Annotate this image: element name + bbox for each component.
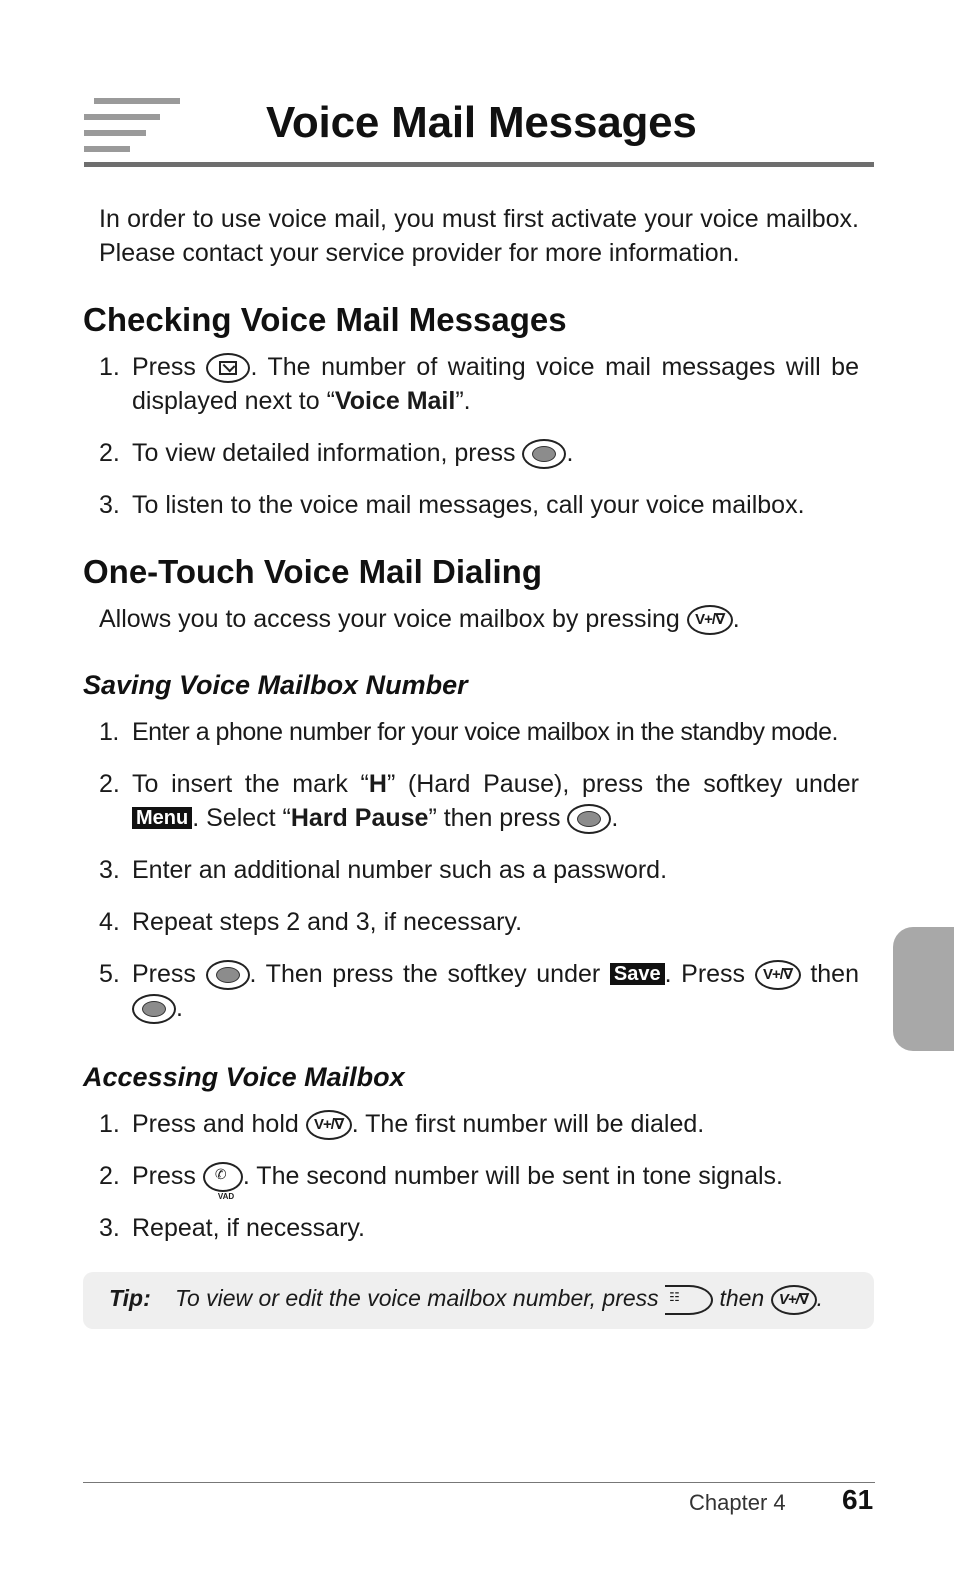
list-item: 3. To listen to the voice mail messages, call your voice mailbox.: [99, 491, 805, 519]
title-rule: [84, 162, 874, 167]
list-item: 3. Enter an additional number such as a password.: [99, 856, 668, 884]
one-touch-lead: Allows you to access your voice mailbox by pressing V+/∇ .: [99, 602, 859, 636]
list-item: 5. Press . Then press the softkey under Save . Press V+/∇ then .: [99, 957, 859, 1025]
voicemail-key-icon: V+/∇: [306, 1110, 352, 1140]
section-heading-checking: Checking Voice Mail Messages: [83, 301, 567, 338]
send-key-icon: ✆ VAD: [203, 1162, 243, 1192]
subheading-accessing: Accessing Voice Mailbox: [83, 1062, 405, 1092]
ok-key-icon: [567, 804, 611, 834]
title-decoration: [84, 98, 180, 156]
list-item: 1. Press and hold V+/∇ . The first number will be dialed.: [99, 1107, 859, 1141]
ok-key-icon: [132, 994, 176, 1024]
save-softkey-label: Save: [610, 963, 665, 985]
intro-paragraph: In order to use voice mail, you must first activate your voice mailbox. Please contact your service provider for more information.: [99, 205, 859, 267]
list-item: 3. Repeat, if necessary.: [99, 1214, 365, 1242]
footer-rule: [83, 1482, 875, 1483]
section-heading-one-touch: One-Touch Voice Mail Dialing: [83, 553, 542, 590]
phonebook-key-icon: ☷: [665, 1285, 713, 1315]
menu-softkey-label: Menu: [132, 807, 192, 829]
subheading-saving: Saving Voice Mailbox Number: [83, 670, 468, 700]
tip-box: [83, 1272, 874, 1329]
page-title: Voice Mail Messages: [266, 98, 697, 147]
list-item: 4. Repeat steps 2 and 3, if necessary.: [99, 908, 523, 936]
voicemail-key-icon: V+/∇: [771, 1285, 817, 1315]
list-item: 1. Press . The number of waiting voice mail messages will be displayed next to “Voice Mail”.: [99, 353, 859, 415]
accessing-steps: [99, 1107, 859, 1245]
checking-steps: [99, 350, 859, 522]
page-number: 61: [842, 1484, 874, 1515]
ok-key-icon: [522, 439, 566, 469]
mail-key-icon: [206, 353, 250, 383]
tip-label: Tip:: [109, 1285, 151, 1311]
chapter-thumb-tab: [893, 927, 954, 1051]
voicemail-key-icon: V+/∇: [755, 960, 801, 990]
list-item: 1. Enter a phone number for your voice mailbox in the standby mode.: [99, 718, 838, 746]
saving-steps: [99, 715, 859, 1025]
list-item: 2. To insert the mark “H” (Hard Pause), press the softkey under Menu . Select “Hard Pause” then press .: [99, 767, 859, 835]
list-item: 2. To view detailed information, press .: [99, 436, 859, 470]
list-item: 2. Press ✆ VAD . The second number will be sent in tone signals.: [99, 1162, 783, 1202]
voicemail-key-icon: V+/∇: [687, 605, 733, 635]
tip-text: To view or edit the voice mailbox number, press ☷ then V+/∇ .: [175, 1285, 823, 1312]
footer-chapter: Chapter 4: [689, 1490, 786, 1515]
ok-key-icon: [206, 960, 250, 990]
